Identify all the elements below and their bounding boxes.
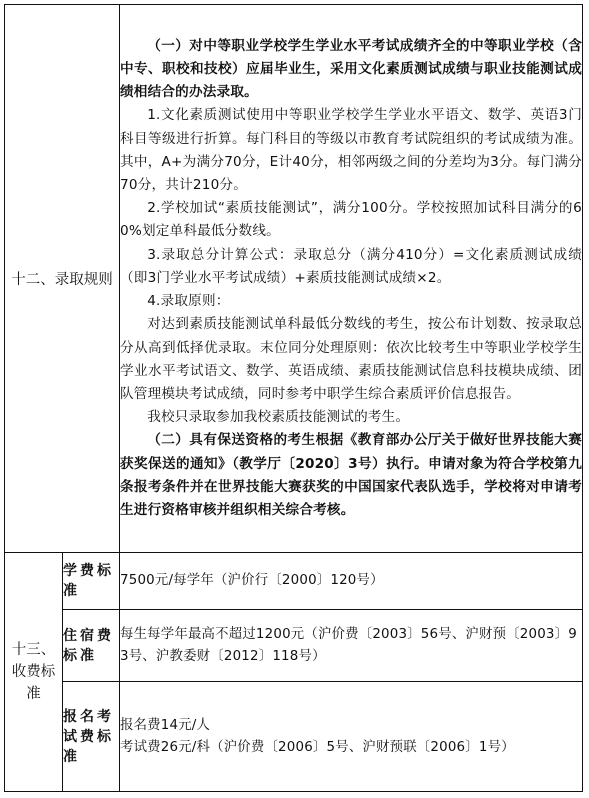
row-application-exam-fee: [5, 682, 583, 792]
application-exam-fee-value: [120, 682, 583, 792]
accommodation-line: 每生每学年最高不超过1200元（沪价费〔2003〕56号、沪财预〔2003〕93号、沪教委财〔2012〕118号）: [120, 626, 577, 664]
tuition-value: [120, 553, 583, 610]
accommodation-value: [120, 610, 583, 682]
tuition-line: 7500元/每学年（沪价行〔2000〕120号）: [120, 573, 384, 588]
admissions-table: [4, 4, 583, 792]
fee-standards-category: 十三、收费标准: [5, 553, 63, 792]
rules-paragraph: 对达到素质技能测试单科最低分数线的考生，按公布计划数、按录取总分从高到低择优录取。末位同分处理原则：依次比较考生中等职业学校学生学业水平考试语文、数学、英语成绩、素质技能测试信息科技模块成绩、团队管理模块考试成绩，同时参考中职学生综合素质评价信息报告。: [120, 316, 582, 402]
rules-paragraph: （一）对中等职业学校学生学业水平考试成绩齐全的中等职业学校（含中专、职校和技校）应届毕业生，采用文化素质测试成绩与职业技能测试成绩相结合的办法录取。: [120, 37, 582, 101]
row-admission-rules: [5, 5, 583, 553]
admission-rules-category: 十二、录取规则: [5, 5, 120, 553]
application-fee-line: 报名费14元/人: [120, 717, 211, 733]
rules-paragraph: 我校只录取参加我校素质技能测试的考生。: [147, 409, 410, 426]
exam-fee-line: 考试费26元/科（沪价费〔2006〕5号、沪财预联〔2006〕1号）: [120, 739, 515, 755]
tuition-label: 学费标准: [63, 553, 120, 610]
rules-paragraph: 1.文化素质测试使用中等职业学校学生学业水平语文、数学、英语3门科目等级进行折算。每门科目的等级以市教育考试院组织的考试成绩为准。其中，A+为满分70分，E计40分，相邻两级之间的分差均为3分。每门满分70分，共计210分。: [120, 107, 582, 194]
application-exam-fee-label: 报名考试费标准: [63, 682, 120, 792]
accommodation-label: 住宿费标准: [63, 610, 120, 682]
admission-rules-content: [120, 5, 583, 553]
rules-paragraph: （二）具有保送资格的考生根据《教育部办公厅关于做好世界技能大赛获奖保送的通知》（教学厅〔2020〕3号）执行。申请对象为符合学校第九条报考条件并在世界技能大赛获奖的中国国家代表队选手，学校将对申请考生进行资格审核并组织相关综合考核。: [120, 432, 582, 518]
row-tuition: [5, 553, 583, 610]
rules-paragraph: 3.录取总分计算公式：录取总分（满分410分）=文化素质测试成绩（即3门学业水平考试成绩）+素质技能测试成绩×2。: [120, 246, 582, 286]
rules-paragraph: 4.录取原则：: [147, 293, 230, 310]
rules-paragraph: 2.学校加试“素质技能测试”，满分100分。学校按照加试科目满分的60%划定单科最低分数线。: [120, 200, 582, 240]
row-accommodation: [5, 610, 583, 682]
